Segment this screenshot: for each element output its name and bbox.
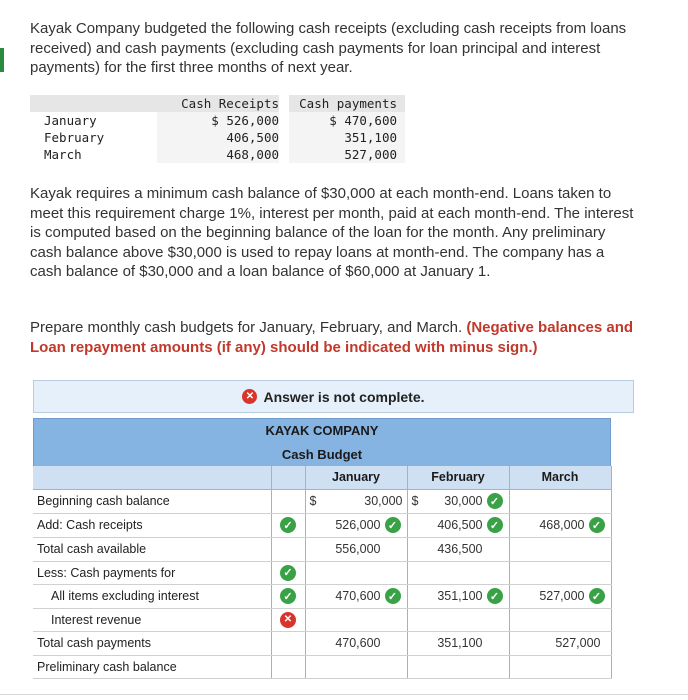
company-name: KAYAK COMPANY — [265, 423, 379, 438]
given-header-receipts: Cash Receipts — [157, 95, 279, 112]
col-march: March — [509, 466, 611, 489]
check-icon: ✓ — [385, 588, 401, 604]
input-mar-payments[interactable]: 527,000 ✓ — [509, 584, 611, 608]
given-row-january: January $ 526,000 $ 470,600 — [30, 112, 405, 129]
cash-budget — [33, 418, 611, 679]
check-icon: ✓ — [487, 517, 503, 533]
bottom-divider — [0, 694, 688, 695]
given-data-table — [30, 95, 405, 163]
input-feb-interest[interactable] — [407, 608, 509, 631]
given-header-blank — [30, 95, 157, 112]
input-mar-beginning[interactable] — [509, 489, 611, 513]
budget-header — [33, 418, 611, 466]
check-icon: ✓ — [487, 588, 503, 604]
row-label[interactable]: All items excluding interest — [33, 584, 271, 608]
input-feb-payments[interactable]: 351,100 ✓ — [407, 584, 509, 608]
row-label: Total cash payments — [33, 631, 271, 655]
row-beginning-cash — [33, 489, 611, 513]
row-label[interactable]: Interest revenue — [33, 608, 271, 631]
problem-requirements: Kayak requires a minimum cash balance of $30,000 at each month-end. Loans taken to meet this requirement charge 1%, interest per month, paid at each month-end. The interest is computed based on the beginning balance of the loan for the month. Any preliminary cash balance above $30,000 is used to repay loans at month-end. The company has a cash balance of $30,000 and a loan balance of $60,000 at January 1. — [30, 185, 634, 280]
row-total-cash-payments: Total cash payments 470,600 351,100 527,000 — [33, 631, 611, 655]
input-mar-receipts[interactable]: 468,000 ✓ — [509, 513, 611, 537]
row-cash-receipts — [33, 513, 611, 537]
input-jan-receipts[interactable]: 526,000 ✓ — [305, 513, 407, 537]
check-icon: ✓ — [280, 565, 296, 581]
row-less-cash-payments — [33, 561, 611, 584]
row-items-excluding-interest — [33, 584, 611, 608]
left-accent-bar — [0, 48, 4, 72]
input-jan-interest[interactable] — [305, 608, 407, 631]
budget-title: Cash Budget — [281, 447, 363, 462]
check-icon: ✓ — [385, 517, 401, 533]
row-label[interactable]: Add: Cash receipts — [33, 513, 271, 537]
check-icon: ✓ — [280, 517, 296, 533]
input-jan-payments[interactable]: 470,600 ✓ — [305, 584, 407, 608]
row-preliminary-cash-balance — [33, 655, 611, 678]
incorrect-icon: ✕ — [280, 612, 296, 628]
incorrect-icon: ✕ — [242, 389, 257, 404]
instructions-text: Prepare monthly cash budgets for January, February, and March. — [30, 319, 463, 336]
given-table-header — [30, 95, 405, 112]
input-jan-beginning[interactable]: $ 30,000 — [305, 489, 407, 513]
row-interest-revenue — [33, 608, 611, 631]
col-february: February — [407, 466, 509, 489]
input-feb-receipts[interactable]: 406,500 ✓ — [407, 513, 509, 537]
row-label: Total cash available — [33, 537, 271, 561]
budget-column-headers — [33, 466, 611, 489]
banner-text: Answer is not complete. — [263, 388, 425, 405]
row-label: Beginning cash balance — [33, 489, 271, 513]
input-mar-interest[interactable] — [509, 608, 611, 631]
input-feb-beginning[interactable]: $ 30,000 ✓ — [407, 489, 509, 513]
given-row-february: February 406,500 351,100 — [30, 129, 405, 146]
problem-instructions — [30, 318, 640, 357]
check-icon: ✓ — [487, 493, 503, 509]
col-january: January — [305, 466, 407, 489]
check-icon: ✓ — [589, 517, 605, 533]
check-icon: ✓ — [280, 588, 296, 604]
row-label[interactable]: Less: Cash payments for — [33, 561, 271, 584]
row-label: Preliminary cash balance — [33, 655, 271, 678]
problem-intro: Kayak Company budgeted the following cash receipts (excluding cash receipts from loans received) and cash payments (excluding cash payments for loan principal and interest payments) for the first three months of next year. — [30, 20, 627, 76]
given-header-payments: Cash payments — [289, 95, 405, 112]
budget-grid — [33, 466, 612, 679]
answer-status-banner — [33, 380, 634, 413]
given-row-march: March 468,000 527,000 — [30, 146, 405, 163]
row-total-cash-available: Total cash available 556,000 436,500 — [33, 537, 611, 561]
instructions-note: (Negative balances and Loan repayment amounts (if any) should be indicated with minus sign.) — [30, 319, 634, 356]
check-icon: ✓ — [589, 588, 605, 604]
